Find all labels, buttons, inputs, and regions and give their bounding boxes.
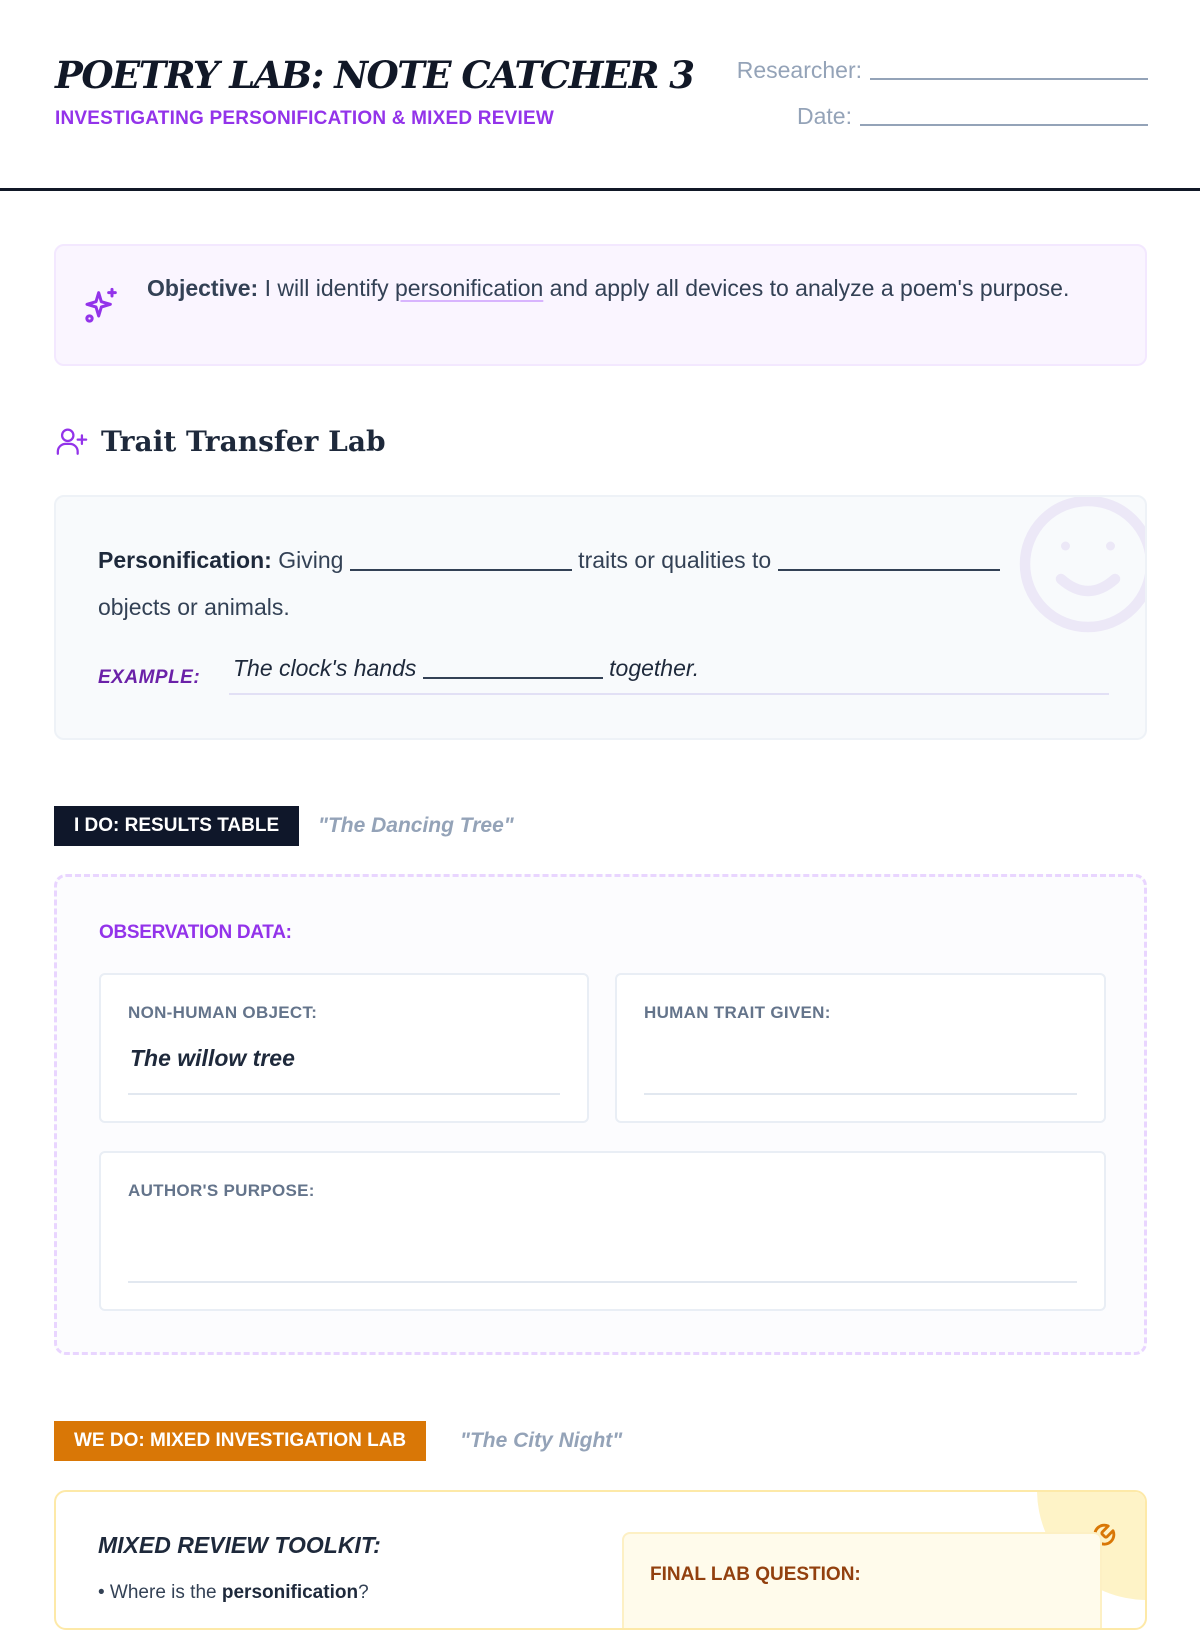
we-do-tag: WE DO: MIXED INVESTIGATION LAB — [54, 1421, 426, 1461]
observation-label: OBSERVATION DATA: — [99, 922, 292, 943]
human-trait-box — [615, 973, 1106, 1123]
toolkit-item-before: • Where is the — [98, 1582, 222, 1603]
human-trait-label: HUMAN TRAIT GIVEN: — [644, 1003, 831, 1022]
non-human-object-line[interactable] — [128, 1093, 560, 1095]
toolkit-item-after: ? — [358, 1582, 369, 1603]
researcher-label: Researcher: — [736, 57, 862, 83]
date-label: Date: — [797, 103, 852, 129]
definition-blank-2[interactable] — [778, 547, 1000, 571]
page-subtitle: INVESTIGATING PERSONIFICATION & MIXED REVIEW — [55, 108, 554, 129]
authors-purpose-label: AUTHOR'S PURPOSE: — [128, 1181, 315, 1200]
objective-text-before: I will identify — [258, 275, 395, 301]
final-question-box — [622, 1532, 1102, 1630]
toolkit-title: MIXED REVIEW TOOLKIT: — [98, 1532, 381, 1558]
authors-purpose-line[interactable] — [128, 1281, 1077, 1283]
i-do-tag: I DO: RESULTS TABLE — [54, 806, 299, 846]
trait-lab-title: Trait Transfer Lab — [101, 424, 386, 458]
final-question-label: FINAL LAB QUESTION: — [650, 1564, 861, 1585]
date-field — [797, 103, 1148, 130]
definition-card — [54, 495, 1147, 740]
we-do-poem-title: "The City Night" — [460, 1429, 623, 1452]
researcher-field — [737, 57, 1148, 84]
objective-label: Objective: — [147, 275, 259, 301]
definition-text — [98, 537, 1035, 631]
definition-blank-1[interactable] — [350, 547, 572, 571]
results-table — [54, 874, 1147, 1355]
example-text-after: together. — [602, 655, 700, 681]
mixed-investigation-card — [54, 1490, 1147, 1630]
definition-term: Personification: — [98, 547, 272, 573]
non-human-object-value: The willow tree — [130, 1045, 295, 1071]
objective-text — [147, 271, 1085, 305]
toolkit-item — [98, 1582, 369, 1604]
authors-purpose-box — [99, 1151, 1106, 1311]
objective-text-after: and apply all devices to analyze a poem's purpose. — [543, 275, 1070, 301]
example-text-before: The clock's hands — [233, 655, 423, 681]
non-human-object-label: NON-HUMAN OBJECT: — [128, 1003, 318, 1022]
objective-box — [54, 244, 1147, 366]
page-header — [0, 0, 1200, 191]
objective-key-term: personification — [394, 275, 544, 301]
page-title: POETRY LAB: NOTE CATCHER 3 — [55, 53, 694, 97]
non-human-object-box — [99, 973, 589, 1123]
example-blank[interactable] — [423, 655, 603, 679]
trait-lab-heading — [55, 424, 386, 458]
i-do-poem-title: "The Dancing Tree" — [318, 814, 514, 837]
definition-part-2: traits or qualities to — [571, 547, 778, 573]
researcher-blank[interactable] — [870, 60, 1148, 80]
user-plus-icon — [55, 424, 89, 458]
sparkles-icon — [82, 286, 122, 326]
example-label: EXAMPLE: — [98, 667, 201, 688]
definition-part-1: Giving — [271, 547, 350, 573]
date-blank[interactable] — [860, 106, 1148, 126]
human-trait-line[interactable] — [644, 1093, 1077, 1095]
example-sentence — [229, 655, 1109, 695]
toolkit-item-term: personification — [221, 1582, 359, 1603]
definition-part-3: objects or animals. — [98, 594, 290, 620]
